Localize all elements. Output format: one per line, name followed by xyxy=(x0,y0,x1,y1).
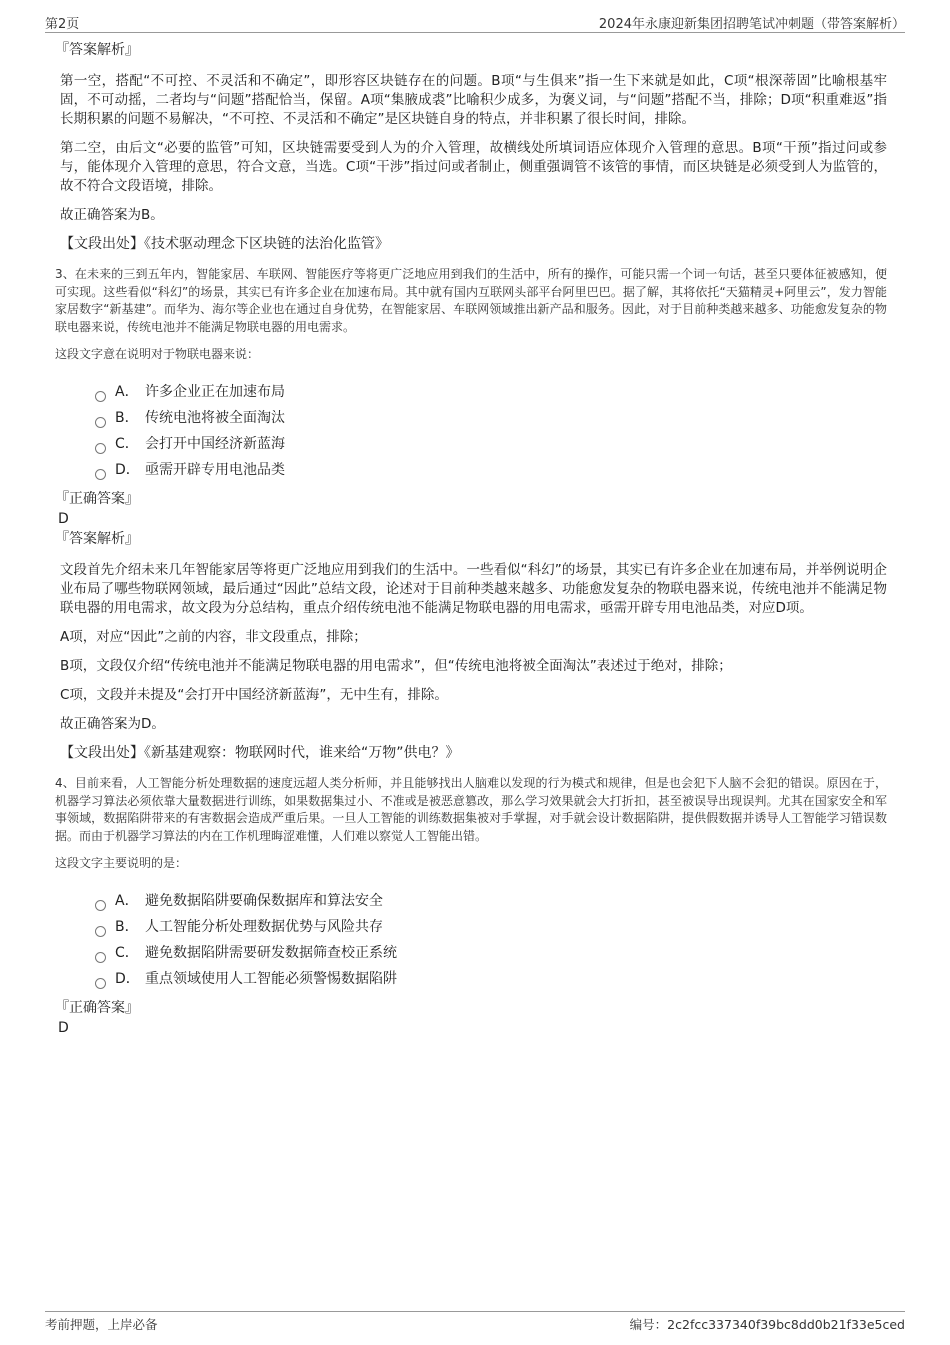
radio-icon[interactable] xyxy=(95,469,106,480)
radio-icon[interactable] xyxy=(95,978,106,989)
question-4-prompt: 这段文字主要说明的是： xyxy=(55,856,188,870)
analysis-label: 『答案解析』 xyxy=(55,531,139,547)
option-d[interactable]: D． 亟需开辟专用电池品类 xyxy=(95,457,887,483)
question-3-prompt: 这段文字意在说明对于物联电器来说： xyxy=(55,347,260,361)
document-title: 2024年永康迎新集团招聘笔试冲刺题（带答案解析） xyxy=(598,17,905,32)
page-content xyxy=(55,40,887,1038)
footer-slogan: 考前押题，上岸必备 xyxy=(45,1317,158,1332)
source-citation: 【文段出处】《技术驱动理念下区块链的法治化监管》 xyxy=(60,236,389,252)
analysis-paragraph: 第二空，由后文“必要的监管”可知，区块链需要受到人为的介入管理，故横线处所填词语应体现介入管理的意思。B项“干预”指过问或参与，能体现介入管理的意思，符合文意，当选。C项“干涉”指过问或者制止，侧重强调管不该管的事情，而区块链是必须受到人为监管的，故不符合文段语境，排除。 xyxy=(60,140,887,194)
analysis-conclusion: 故正确答案为B。 xyxy=(60,207,164,223)
option-b[interactable]: B． 人工智能分析处理数据优势与风险共存 xyxy=(95,914,887,940)
radio-icon[interactable] xyxy=(95,952,106,963)
question-3-text: 3、在未来的三到五年内，智能家居、车联网、智能医疗等将更广泛地应用到我们的生活中，所有的操作，可能只需一个词一句话，甚至只要体征被感知，便可实现。这些看似“科幻”的场景，其实已有许多企业在加速布局。其中就有国内互联网头部平台阿里巴巴。据了解，其将依托“天猫精灵+阿里云”，发力智能家居数字“新基建”。而华为、海尔等企业也在通过自身优势，在智能家居、车联网领域推出新产品和服务。因此，对于目前种类越来越多、功能愈发复杂的物联电器来说，传统电池并不能满足物联电器的用电需求。 xyxy=(55,267,887,334)
correct-answer: D xyxy=(58,1020,69,1036)
question-4-options xyxy=(55,888,887,992)
source-citation: 【文段出处】《新基建观察：物联网时代，谁来给“万物”供电？》 xyxy=(60,745,460,761)
option-a[interactable]: A． 避免数据陷阱要确保数据库和算法安全 xyxy=(95,888,887,914)
option-d[interactable]: D． 重点领域使用人工智能必须警惕数据陷阱 xyxy=(95,966,887,992)
correct-answer: D xyxy=(58,511,69,527)
option-b[interactable]: B． 传统电池将被全面淘汰 xyxy=(95,405,887,431)
radio-icon[interactable] xyxy=(95,443,106,454)
question-3-options xyxy=(55,379,887,483)
option-c[interactable]: C． 会打开中国经济新蓝海 xyxy=(95,431,887,457)
analysis-label: 『答案解析』 xyxy=(55,42,139,58)
document-code: 编号：2c2fcc337340f39bc8dd0b21f33e5ced xyxy=(629,1317,905,1332)
correct-answer-label: 『正确答案』 xyxy=(55,1000,139,1016)
analysis-paragraph: C项，文段并未提及“会打开中国经济新蓝海”，无中生有，排除。 xyxy=(60,687,448,703)
analysis-conclusion: 故正确答案为D。 xyxy=(60,716,165,732)
radio-icon[interactable] xyxy=(95,926,106,937)
page-footer xyxy=(45,1311,905,1332)
radio-icon[interactable] xyxy=(95,391,106,402)
radio-icon[interactable] xyxy=(95,417,106,428)
radio-icon[interactable] xyxy=(95,900,106,911)
page-number: 第2页 xyxy=(45,17,80,32)
question-4-text: 4、目前来看，人工智能分析处理数据的速度远超人类分析师，并且能够找出人脑难以发现的行为模式和规律，但是也会犯下人脑不会犯的错误。原因在于，机器学习算法必须依靠大量数据进行训练，如果数据集过小、不准或是被恶意篡改，那么学习效果就会大打折扣，甚至被误导出现误判。尤其在国家安全和军事领域，数据陷阱带来的有害数据会造成严重后果。一旦人工智能的训练数据集被对手掌握，对手就会设计数据陷阱，提供假数据并诱导人工智能学习错误数据。而由于机器学习算法的内在工作机理晦涩难懂，人们难以察觉人工智能出错。 xyxy=(55,776,887,843)
analysis-paragraph: 第一空，搭配“不可控、不灵活和不确定”，即形容区块链存在的问题。B项“与生俱来”指一生下来就是如此，C项“根深蒂固”比喻根基牢固，不可动摇，二者均与“问题”搭配恰当，保留。A项“集腋成裘”比喻积少成多，为褒义词，与“问题”搭配不当，排除；D项“积重难返”指长期积累的问题不易解决，“不可控、不灵活和不确定”是区块链自身的特点，并非积累了很长时间，排除。 xyxy=(60,73,887,127)
correct-answer-label: 『正确答案』 xyxy=(55,491,139,507)
option-a[interactable]: A． 许多企业正在加速布局 xyxy=(95,379,887,405)
analysis-paragraph: A项，对应“因此”之前的内容，非文段重点，排除； xyxy=(60,629,367,645)
option-c[interactable]: C． 避免数据陷阱需要研发数据筛查校正系统 xyxy=(95,940,887,966)
analysis-paragraph: B项，文段仅介绍“传统电池并不能满足物联电器的用电需求”，但“传统电池将被全面淘汰”表述过于绝对，排除； xyxy=(60,658,732,674)
page-header xyxy=(45,10,905,33)
analysis-paragraph: 文段首先介绍未来几年智能家居等将更广泛地应用到我们的生活中。一些看似“科幻”的场景，其实已有许多企业在加速布局，并举例说明企业布局了哪些物联网领域，最后通过“因此”总结文段，论述对于目前种类越来越多、功能愈发复杂的物联电器来说，传统电池并不能满足物联电器的用电需求，故文段为分总结构，重点介绍传统电池不能满足物联电器的用电需求，亟需开辟专用电池品类，对应D项。 xyxy=(60,562,887,616)
